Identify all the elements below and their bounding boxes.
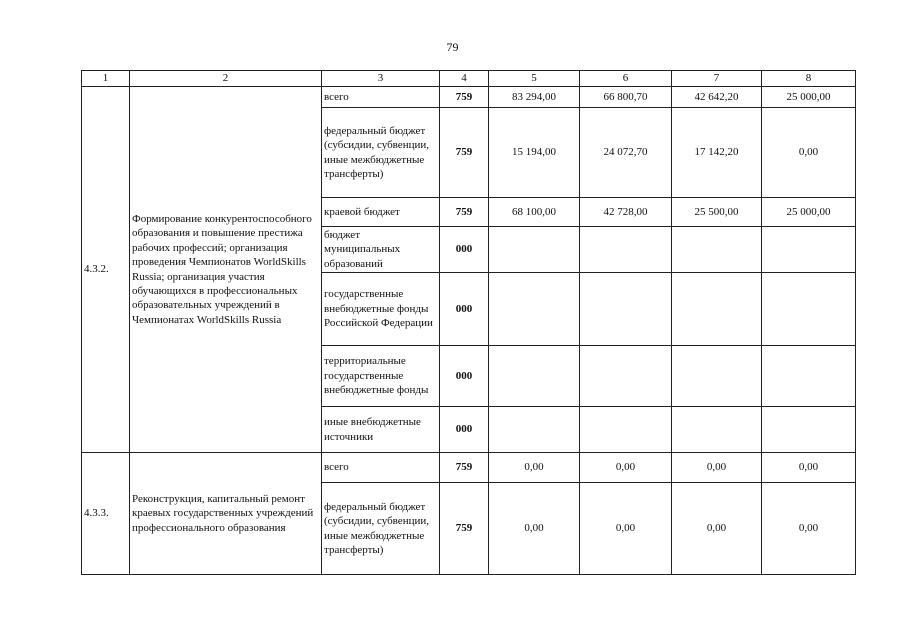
budget-code: 759: [440, 483, 489, 575]
value-col-5: 83 294,00: [489, 87, 580, 108]
value-col-6: 0,00: [580, 483, 672, 575]
budget-code: 759: [440, 453, 489, 483]
value-col-8: 0,00: [762, 453, 856, 483]
item-number: 4.3.2.: [82, 87, 130, 453]
value-col-8: [762, 273, 856, 346]
funding-source: всего: [322, 87, 440, 108]
item-description: Формирование конкурентоспособного образования и повышение престижа рабочих профессий; организация проведения Чемпионатов WorldSkills Russia; организация участия обучающихся в профессиональных образовательных учреждений в Чемпионатах WorldSkills Russia: [130, 87, 322, 453]
funding-source: бюджет муниципальных образований: [322, 227, 440, 273]
column-header-2: 2: [130, 71, 322, 87]
funding-source: государственные внебюджетные фонды Российской Федерации: [322, 273, 440, 346]
value-col-7: [672, 407, 762, 453]
value-col-8: 0,00: [762, 108, 856, 198]
column-header-4: 4: [440, 71, 489, 87]
table-row: [82, 453, 856, 483]
value-col-5: [489, 273, 580, 346]
budget-code: 759: [440, 198, 489, 227]
funding-source: иные внебюджетные источники: [322, 407, 440, 453]
budget-code: 000: [440, 273, 489, 346]
funding-source: федеральный бюджет (субсидии, субвенции, иные межбюджетные трансферты): [322, 108, 440, 198]
budget-code: 759: [440, 87, 489, 108]
value-col-8: [762, 346, 856, 407]
page-number: 79: [446, 40, 459, 54]
column-header-6: 6: [580, 71, 672, 87]
budget-code: 000: [440, 227, 489, 273]
funding-source: всего: [322, 453, 440, 483]
budget-code: 000: [440, 346, 489, 407]
value-col-5: 15 194,00: [489, 108, 580, 198]
budget-table: [81, 70, 856, 575]
funding-source: территориальные государственные внебюджетные фонды: [322, 346, 440, 407]
item-number: 4.3.3.: [82, 453, 130, 575]
column-header-3: 3: [322, 71, 440, 87]
value-col-6: [580, 273, 672, 346]
value-col-5: [489, 407, 580, 453]
value-col-7: 0,00: [672, 483, 762, 575]
value-col-7: [672, 346, 762, 407]
budget-code: 759: [440, 108, 489, 198]
value-col-5: [489, 227, 580, 273]
item-description: Реконструкция, капитальный ремонт краевых государственных учреждений профессионального образования: [130, 453, 322, 575]
value-col-6: 24 072,70: [580, 108, 672, 198]
value-col-6: 66 800,70: [580, 87, 672, 108]
value-col-8: 25 000,00: [762, 198, 856, 227]
column-header-7: 7: [672, 71, 762, 87]
value-col-8: 25 000,00: [762, 87, 856, 108]
table-row: [82, 87, 856, 108]
value-col-6: 0,00: [580, 453, 672, 483]
value-col-6: [580, 407, 672, 453]
value-col-8: [762, 227, 856, 273]
value-col-5: 0,00: [489, 453, 580, 483]
value-col-6: 42 728,00: [580, 198, 672, 227]
budget-code: 000: [440, 407, 489, 453]
column-header-1: 1: [82, 71, 130, 87]
value-col-7: [672, 273, 762, 346]
funding-source: федеральный бюджет (субсидии, субвенции, иные межбюджетные трансферты): [322, 483, 440, 575]
value-col-8: [762, 407, 856, 453]
value-col-8: 0,00: [762, 483, 856, 575]
column-header-5: 5: [489, 71, 580, 87]
funding-source: краевой бюджет: [322, 198, 440, 227]
value-col-6: [580, 227, 672, 273]
value-col-7: 0,00: [672, 453, 762, 483]
value-col-7: 25 500,00: [672, 198, 762, 227]
value-col-5: [489, 346, 580, 407]
value-col-7: 42 642,20: [672, 87, 762, 108]
value-col-7: [672, 227, 762, 273]
value-col-5: 68 100,00: [489, 198, 580, 227]
column-header-8: 8: [762, 71, 856, 87]
column-number-row: [82, 71, 856, 87]
value-col-6: [580, 346, 672, 407]
value-col-7: 17 142,20: [672, 108, 762, 198]
value-col-5: 0,00: [489, 483, 580, 575]
